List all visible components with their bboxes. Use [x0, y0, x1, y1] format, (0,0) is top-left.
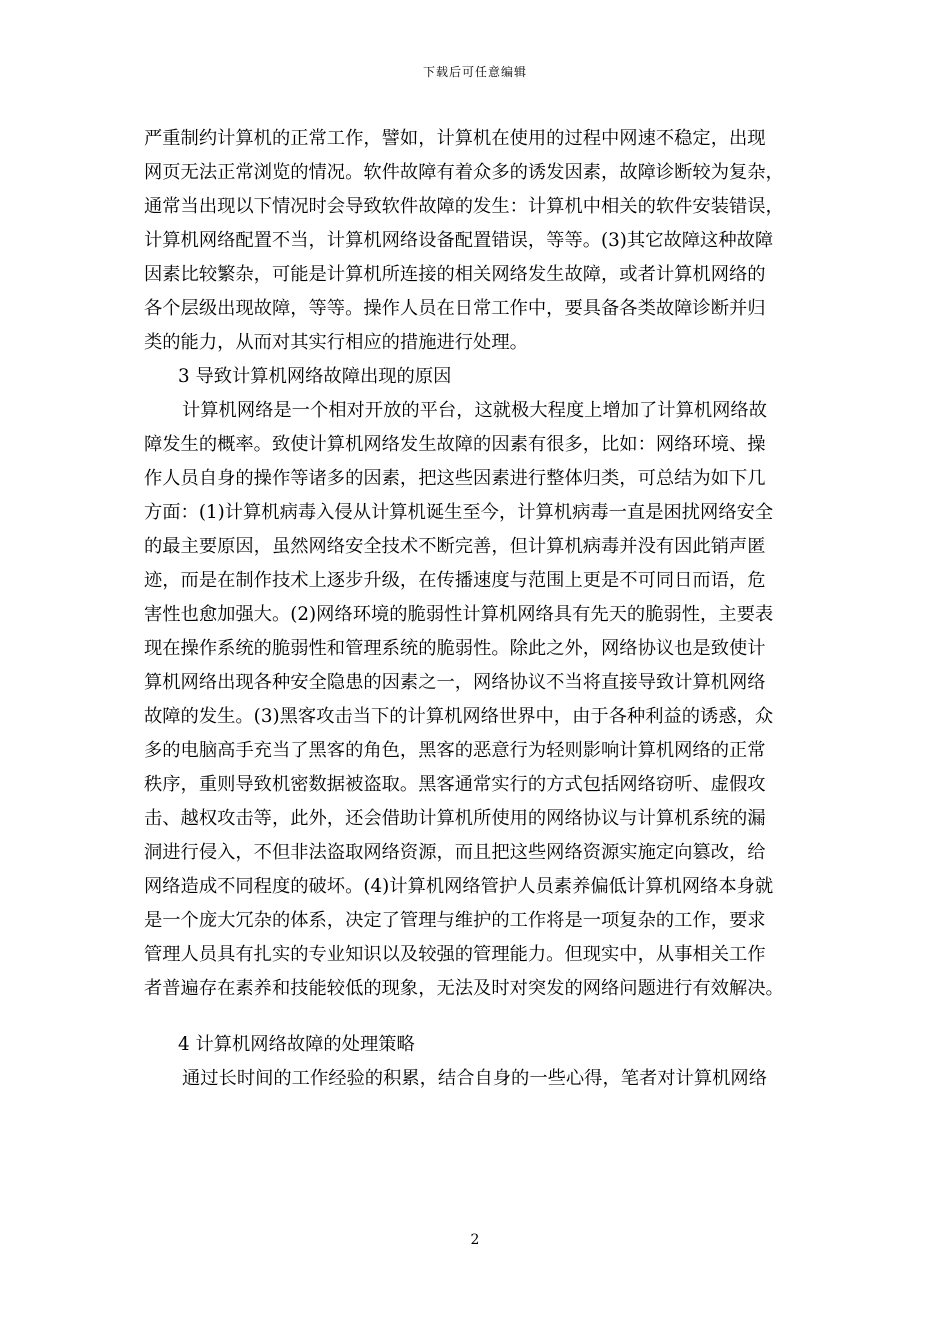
text-line: 管理人员具有扎实的专业知识以及较强的管理能力。但现实中，从事相关工作: [144, 944, 766, 965]
text-line: 算机网络出现各种安全隐患的因素之一，网络协议不当将直接导致计算机网络: [144, 672, 766, 693]
text-line: 的最主要原因，虽然网络安全技术不断完善，但计算机病毒并没有因此销声匿: [144, 536, 766, 557]
text-line: 方面：(1)计算机病毒入侵从计算机诞生至今，计算机病毒一直是困扰网络安全: [144, 502, 774, 523]
text-line: 计算机网络是一个相对开放的平台，这就极大程度上增加了计算机网络故: [182, 400, 767, 421]
document-body: [144, 122, 818, 1096]
text-line: 网页无法正常浏览的情况。软件故障有着众多的诱发因素，故障诊断较为复杂，: [144, 162, 784, 183]
text-line: 是一个庞大冗杂的体系，决定了管理与维护的工作将是一项复杂的工作，要求: [144, 910, 766, 931]
text-line: 各个层级出现故障，等等。操作人员在日常工作中，要具备各类故障诊断并归: [144, 298, 766, 319]
section-heading-3: 3 导致计算机网络故障出现的原因: [178, 366, 452, 387]
paragraph-gap: [144, 1006, 818, 1028]
text-line: 故障的发生。(3)黑客攻击当下的计算机网络世界中，由于各种利益的诱惑，众: [144, 706, 774, 727]
text-line: 击、越权攻击等，此外，还会借助计算机所使用的网络协议与计算机系统的漏: [144, 808, 766, 829]
text-line: 作人员自身的操作等诸多的因素，把这些因素进行整体归类，可总结为如下几: [144, 468, 766, 489]
text-line: 洞进行侵入，不但非法盗取网络资源，而且把这些网络资源实施定向篡改，给: [144, 842, 766, 863]
text-line: 通过长时间的工作经验的积累，结合自身的一些心得，笔者对计算机网络: [182, 1068, 767, 1089]
text-line: 迹，而是在制作技术上逐步升级，在传播速度与范围上更是不可同日而语，危: [144, 570, 766, 591]
page-header: 下载后可任意编辑: [422, 65, 527, 79]
paragraph-hardware-software-faults: [144, 122, 818, 360]
text-line: 通常当出现以下情况时会导致软件故障的发生：计算机中相关的软件安装错误，: [144, 196, 784, 217]
section-heading-4: 4 计算机网络故障的处理策略: [178, 1034, 415, 1055]
page-number: 2: [470, 1232, 480, 1248]
text-line: 网络造成不同程度的破坏。(4)计算机网络管护人员素养偏低计算机网络本身就: [144, 876, 774, 897]
text-line: 秩序，重则导致机密数据被盗取。黑客通常实行的方式包括网络窃听、虚假攻: [144, 774, 766, 795]
text-line: 障发生的概率。致使计算机网络发生故障的因素有很多，比如：网络环境、操: [144, 434, 766, 455]
text-line: 计算机网络配置不当，计算机网络设备配置错误，等等。(3)其它故障这种故障: [144, 230, 774, 251]
text-line: 因素比较繁杂，可能是计算机所连接的相关网络发生故障，或者计算机网络的: [144, 264, 766, 285]
text-line: 类的能力，从而对其实行相应的措施进行处理。: [144, 332, 528, 353]
text-line: 害性也愈加强大。(2)网络环境的脆弱性计算机网络具有先天的脆弱性，主要表: [144, 604, 774, 625]
text-line: 者普遍存在素养和技能较低的现象，无法及时对突发的网络问题进行有效解决。: [144, 978, 784, 999]
text-line: 现在操作系统的脆弱性和管理系统的脆弱性。除此之外，网络协议也是致使计: [144, 638, 766, 659]
text-line: 多的电脑高手充当了黑客的角色，黑客的恶意行为轻则影响计算机网络的正常: [144, 740, 766, 761]
text-line: 严重制约计算机的正常工作，譬如，计算机在使用的过程中网速不稳定，出现: [144, 128, 766, 149]
paragraph-fault-causes: [144, 394, 818, 1006]
paragraph-strategies: [144, 1062, 818, 1096]
